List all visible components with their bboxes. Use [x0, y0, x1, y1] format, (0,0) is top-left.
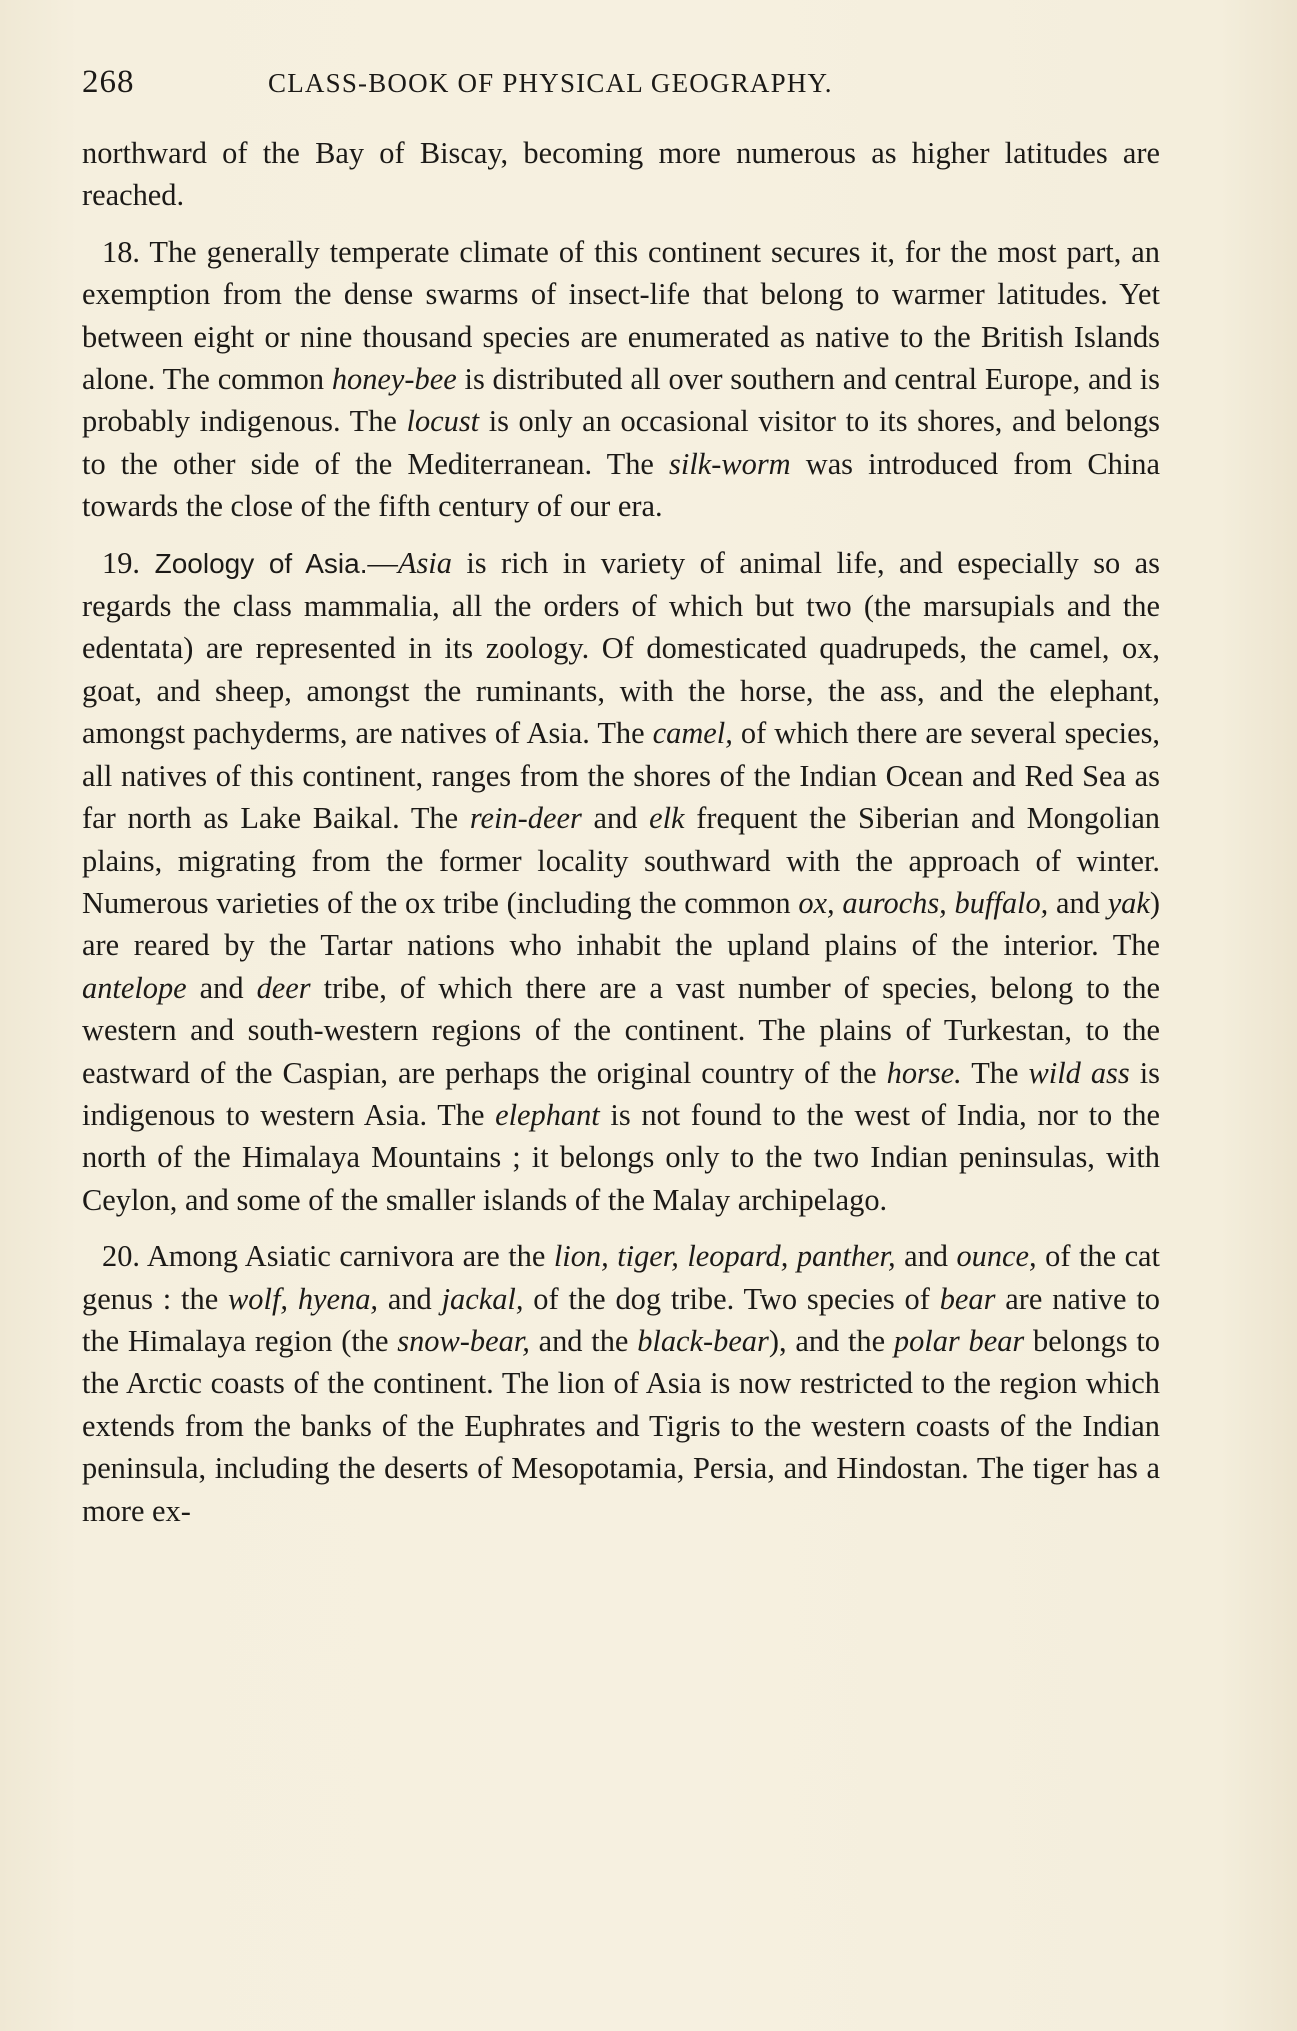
- italic-term: locust: [406, 404, 480, 439]
- text-run: and: [186, 970, 257, 1005]
- italic-term: snow-bear,: [397, 1323, 530, 1358]
- italic-term: polar bear: [893, 1323, 1025, 1358]
- text-run: was introduced from China towards the close of the fifth century of our era.: [82, 446, 1160, 524]
- text-run: and: [895, 1239, 957, 1274]
- book-title: CLASS-BOOK OF PHYSICAL GEOGRAPHY.: [268, 68, 833, 98]
- paragraph-20: [82, 1235, 1160, 1532]
- text-run: and: [581, 801, 650, 836]
- text-run: of the cat genus : the: [82, 1239, 1160, 1316]
- text-run: belongs to the Arctic coasts of the continent. The lion of Asia is now restricted to the region which extends from the banks of the Euphrates and Tigris to the western coasts of the Indian peninsula, including the deserts of Mesopotamia, Persia, and Hindostan. The tiger has a more ex-: [82, 1323, 1160, 1528]
- italic-term: camel,: [652, 716, 733, 751]
- italic-term: yak: [1107, 885, 1150, 920]
- paragraph-19: [82, 542, 1160, 1222]
- text-run: ) are reared by the Tartar nations who inhabit the upland plains of the interior. The: [82, 885, 1160, 963]
- text-run: ), and the: [768, 1323, 894, 1358]
- paragraph-continuation: [82, 132, 1160, 217]
- text-run: tribe, of which there are a vast number of species, belong to the western and south-western regions of the continent. The plains of Turkestan, to the eastward of the Caspian, are perhaps the original country of the: [82, 970, 1160, 1090]
- italic-term: jackal,: [441, 1281, 524, 1316]
- paragraph-number: 20.: [102, 1239, 140, 1274]
- text-run: The: [961, 1055, 1029, 1090]
- italic-term: silk-worm: [669, 446, 791, 481]
- text-run: and: [378, 1281, 442, 1316]
- italic-term: honey-bee: [331, 362, 457, 397]
- section-heading: Zoology of Asia.: [140, 547, 368, 579]
- italic-term: elephant: [495, 1097, 600, 1132]
- paragraph-number: 19.: [102, 545, 140, 580]
- text-run: Among Asiatic carnivora are the: [140, 1239, 554, 1274]
- page-number: 268: [82, 64, 135, 100]
- italic-term: ounce,: [956, 1239, 1037, 1274]
- italic-term: rein-deer: [469, 801, 582, 836]
- text-run: are native to the Himalaya region (the: [82, 1281, 1160, 1358]
- italic-term: ox, aurochs, buffalo,: [798, 885, 1049, 920]
- italic-term: wolf, hyena,: [228, 1281, 378, 1316]
- italic-term: Asia: [397, 545, 452, 580]
- text-run: is distributed all over southern and central Europe, and is probably indigenous. The: [82, 362, 1160, 439]
- text-run: of which there are several species, all natives of this continent, ranges from the shores of the Indian Ocean and Red Sea as far north as Lake Baikal. The: [82, 716, 1161, 836]
- em-dash: —: [367, 545, 398, 580]
- text-run: is indigenous to western Asia. The: [82, 1055, 1161, 1132]
- italic-term: wild ass: [1028, 1055, 1130, 1090]
- text-run: and the: [529, 1323, 638, 1358]
- italic-term: antelope: [82, 970, 187, 1005]
- italic-term: elk: [649, 801, 685, 836]
- body-text: [82, 132, 1160, 1532]
- text-run: frequent the Siberian and Mongolian plains, migrating from the former locality southward with the approach of winter. Numerous varieties of the ox tribe (including the common: [82, 801, 1160, 920]
- italic-term: bear: [939, 1281, 996, 1316]
- text-run: The generally temperate climate of this continent secures it, for the most part, an exemption from the dense swarms of insect-life that belong to warmer latitudes. Yet between eight or nine thousand species are enumerated as native to the British Islands alone. The common: [82, 234, 1160, 397]
- text-run: of the dog tribe. Two species of: [523, 1281, 940, 1316]
- paragraph-number: 18.: [102, 234, 140, 269]
- running-head: [82, 64, 1160, 114]
- text-run: and: [1048, 885, 1108, 920]
- text-run: is rich in variety of animal life, and especially so as regards the class mammalia, all the orders of which but two (the marsupials and the edentata) are represented in its zoology. Of domesticated quadrupeds, the camel, ox, goat, and sheep, amongst the ruminants, with the horse, the ass, and the elephant, amongst pachyderms, are natives of Asia. The: [82, 545, 1160, 751]
- text-run: is only an occasional visitor to its shores, and belongs to the other side of the Mediterranean. The: [82, 404, 1160, 481]
- italic-term: lion, tiger, leopard, panther,: [553, 1239, 896, 1274]
- text-run: is not found to the west of India, nor to the north of the Himalaya Mountains ; it belongs only to the two Indian peninsulas, with Ceylon, and some of the smaller islands of the Malay archipelago.: [82, 1097, 1160, 1217]
- paragraph-18: [82, 231, 1160, 528]
- italic-term: black-bear: [637, 1323, 769, 1358]
- paragraph-text: northward of the Bay of Biscay, becoming more numerous as higher latitudes are reached.: [82, 136, 1160, 213]
- italic-term: horse.: [886, 1055, 962, 1090]
- italic-term: deer: [256, 970, 311, 1005]
